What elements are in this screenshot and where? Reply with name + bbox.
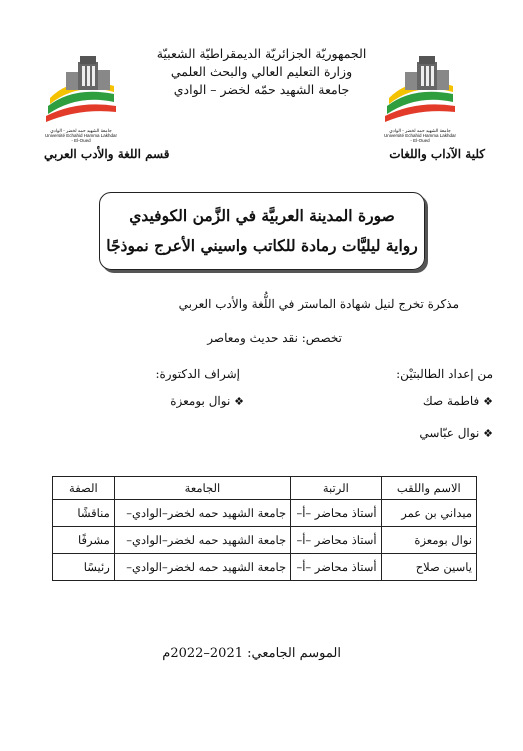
prepared-by-label: من إعداد الطالبتيْن: (396, 367, 493, 381)
member-name: ياسين صلاح (381, 554, 476, 581)
table-row (53, 500, 477, 527)
bullet-icon: ❖ (483, 395, 493, 408)
member-role: رئيسًا (53, 554, 115, 581)
university-logo-left (44, 52, 118, 143)
member-role: مشرفًا (53, 527, 115, 554)
committee-table (52, 476, 477, 581)
member-university: جامعة الشهيد حمه لخضر–الوادي– (114, 527, 290, 554)
thesis-title-box (99, 192, 425, 270)
header-rank: الرتبة (291, 477, 382, 500)
member-rank: أستاذ محاضر –أ– (291, 500, 382, 527)
department-name: قسم اللغة والأدب العربي (44, 147, 170, 161)
student-2-name: نوال عبّاسي (419, 426, 480, 440)
student-2 (419, 426, 493, 440)
university-logo-right (383, 52, 457, 143)
logo-caption-ar: جامعة الشهيد حمه لخضر - الوادي (389, 128, 451, 133)
member-role: مناقشًا (53, 500, 115, 527)
header-role: الصفة (53, 477, 115, 500)
student-1-name: فاطمة صك (422, 394, 480, 408)
logo-caption-en: Université Echahid Hamma Lakhdar - El-Oued (383, 133, 457, 143)
table-row (53, 527, 477, 554)
thesis-note: مذكرة تخرج لنيل شهادة الماستر في اللُّغة والأدب العربي (178, 297, 459, 311)
bullet-icon: ❖ (234, 395, 244, 408)
university-logo-icon (44, 52, 118, 124)
member-name: ميداني بن عمر (381, 500, 476, 527)
header-name: الاسم واللقب (381, 477, 476, 500)
academic-year: الموسم الجامعي: 2021–2022م (162, 646, 341, 661)
member-rank: أستاذ محاضر –أ– (291, 554, 382, 581)
thesis-title-line2: رواية ليليَّات رمادة للكاتب واسيني الأعرج نموذجًا (106, 236, 418, 255)
table-header-row (53, 477, 477, 500)
table-row (53, 554, 477, 581)
specialization: تخصص: نقد حديث ومعاصر (207, 331, 342, 345)
student-1 (423, 394, 493, 408)
university-name: جامعة الشهيد حمّه لخضر – الوادي (173, 82, 350, 97)
member-university: جامعة الشهيد حمه لخضر–الوادي– (114, 554, 290, 581)
header-university: الجامعة (114, 477, 290, 500)
member-rank: أستاذ محاضر –أ– (291, 527, 382, 554)
supervisor-name: نوال بومعزة (170, 394, 231, 408)
member-name: نوال بومعزة (381, 527, 476, 554)
supervisor (170, 394, 244, 408)
logo-caption-ar: جامعة الشهيد حمه لخضر - الوادي (50, 128, 112, 133)
republic-name: الجمهوريّة الجزائريّة الديمقراطيّة الشعبيّة (156, 46, 367, 61)
ministry-name: وزارة التعليم العالي والبحث العلمي (170, 64, 353, 79)
thesis-title-line1: صورة المدينة العربيَّة في الزَّمن الكوفيدي (129, 206, 395, 225)
bullet-icon: ❖ (483, 427, 493, 440)
faculty-name: كلية الآداب واللغات (389, 147, 485, 161)
member-university: جامعة الشهيد حمه لخضر–الوادي– (114, 500, 290, 527)
supervision-label: إشراف الدكتورة: (155, 367, 240, 381)
university-logo-icon (383, 52, 457, 124)
logo-caption-en: Université Echahid Hamma Lakhdar - El-Oued (44, 133, 118, 143)
